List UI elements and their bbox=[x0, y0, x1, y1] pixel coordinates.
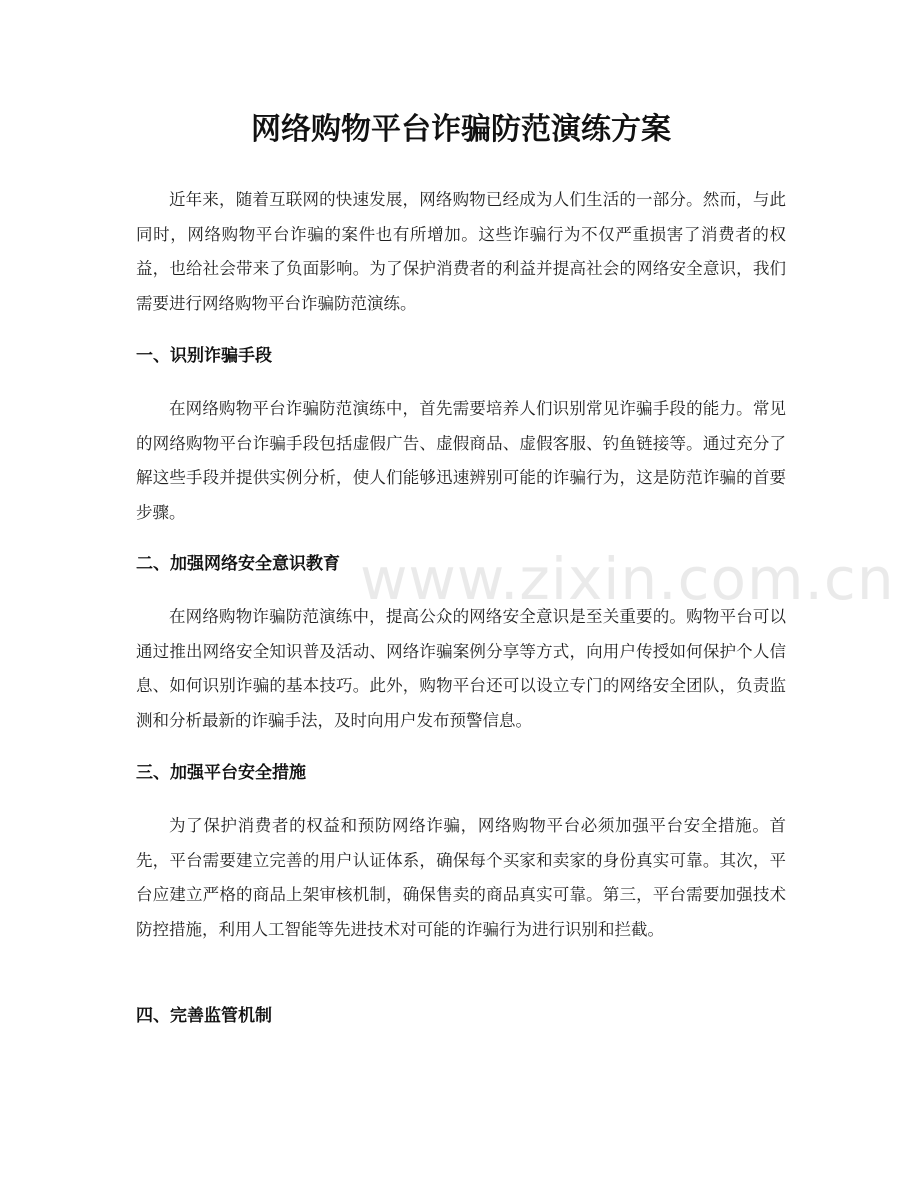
document-title: 网络购物平台诈骗防范演练方案 bbox=[251, 112, 671, 147]
intro-paragraph: 近年来，随着互联网的快速发展，网络购物已经成为人们生活的一部分。然而，与此同时，网络购物平台诈骗的案件也有所增加。这些诈骗行为不仅严重损害了消费者的权益，也给社会带来了负面影响。为了保护消费者的利益并提高社会的网络安全意识，我们需要进行网络购物平台诈骗防范演练。 bbox=[136, 190, 786, 313]
section-heading-2: 二、加强网络安全意识教育 bbox=[136, 554, 340, 574]
watermark: www.zixin.com.cn bbox=[360, 545, 895, 613]
section-body-2: 在网络购物诈骗防范演练中，提高公众的网络安全意识是至关重要的。购物平台可以通过推出网络安全知识普及活动、网络诈骗案例分享等方式，向用户传授如何保护个人信息、如何识别诈骗的基本技巧。此外，购物平台还可以设立专门的网络安全团队，负责监测和分析最新的诈骗手法，及时向用户发布预警信息。 bbox=[136, 607, 786, 730]
section-heading-1: 一、识别诈骗手段 bbox=[136, 346, 272, 366]
section-heading-3: 三、加强平台安全措施 bbox=[136, 763, 306, 783]
section-body-3: 为了保护消费者的权益和预防网络诈骗，网络购物平台必须加强平台安全措施。首先，平台需要建立完善的用户认证体系，确保每个买家和卖家的身份真实可靠。其次，平台应建立严格的商品上架审核机制，确保售卖的商品真实可靠。第三，平台需要加强技术防控措施，利用人工智能等先进技术对可能的诈骗行为进行识别和拦截。 bbox=[136, 816, 786, 939]
section-heading-4: 四、完善监管机制 bbox=[136, 1006, 272, 1026]
section-body-1: 在网络购物平台诈骗防范演练中，首先需要培养人们识别常见诈骗手段的能力。常见的网络购物平台诈骗手段包括虚假广告、虚假商品、虚假客服、钓鱼链接等。通过充分了解这些手段并提供实例分析，使人们能够迅速辨别可能的诈骗行为，这是防范诈骗的首要步骤。 bbox=[136, 399, 786, 522]
